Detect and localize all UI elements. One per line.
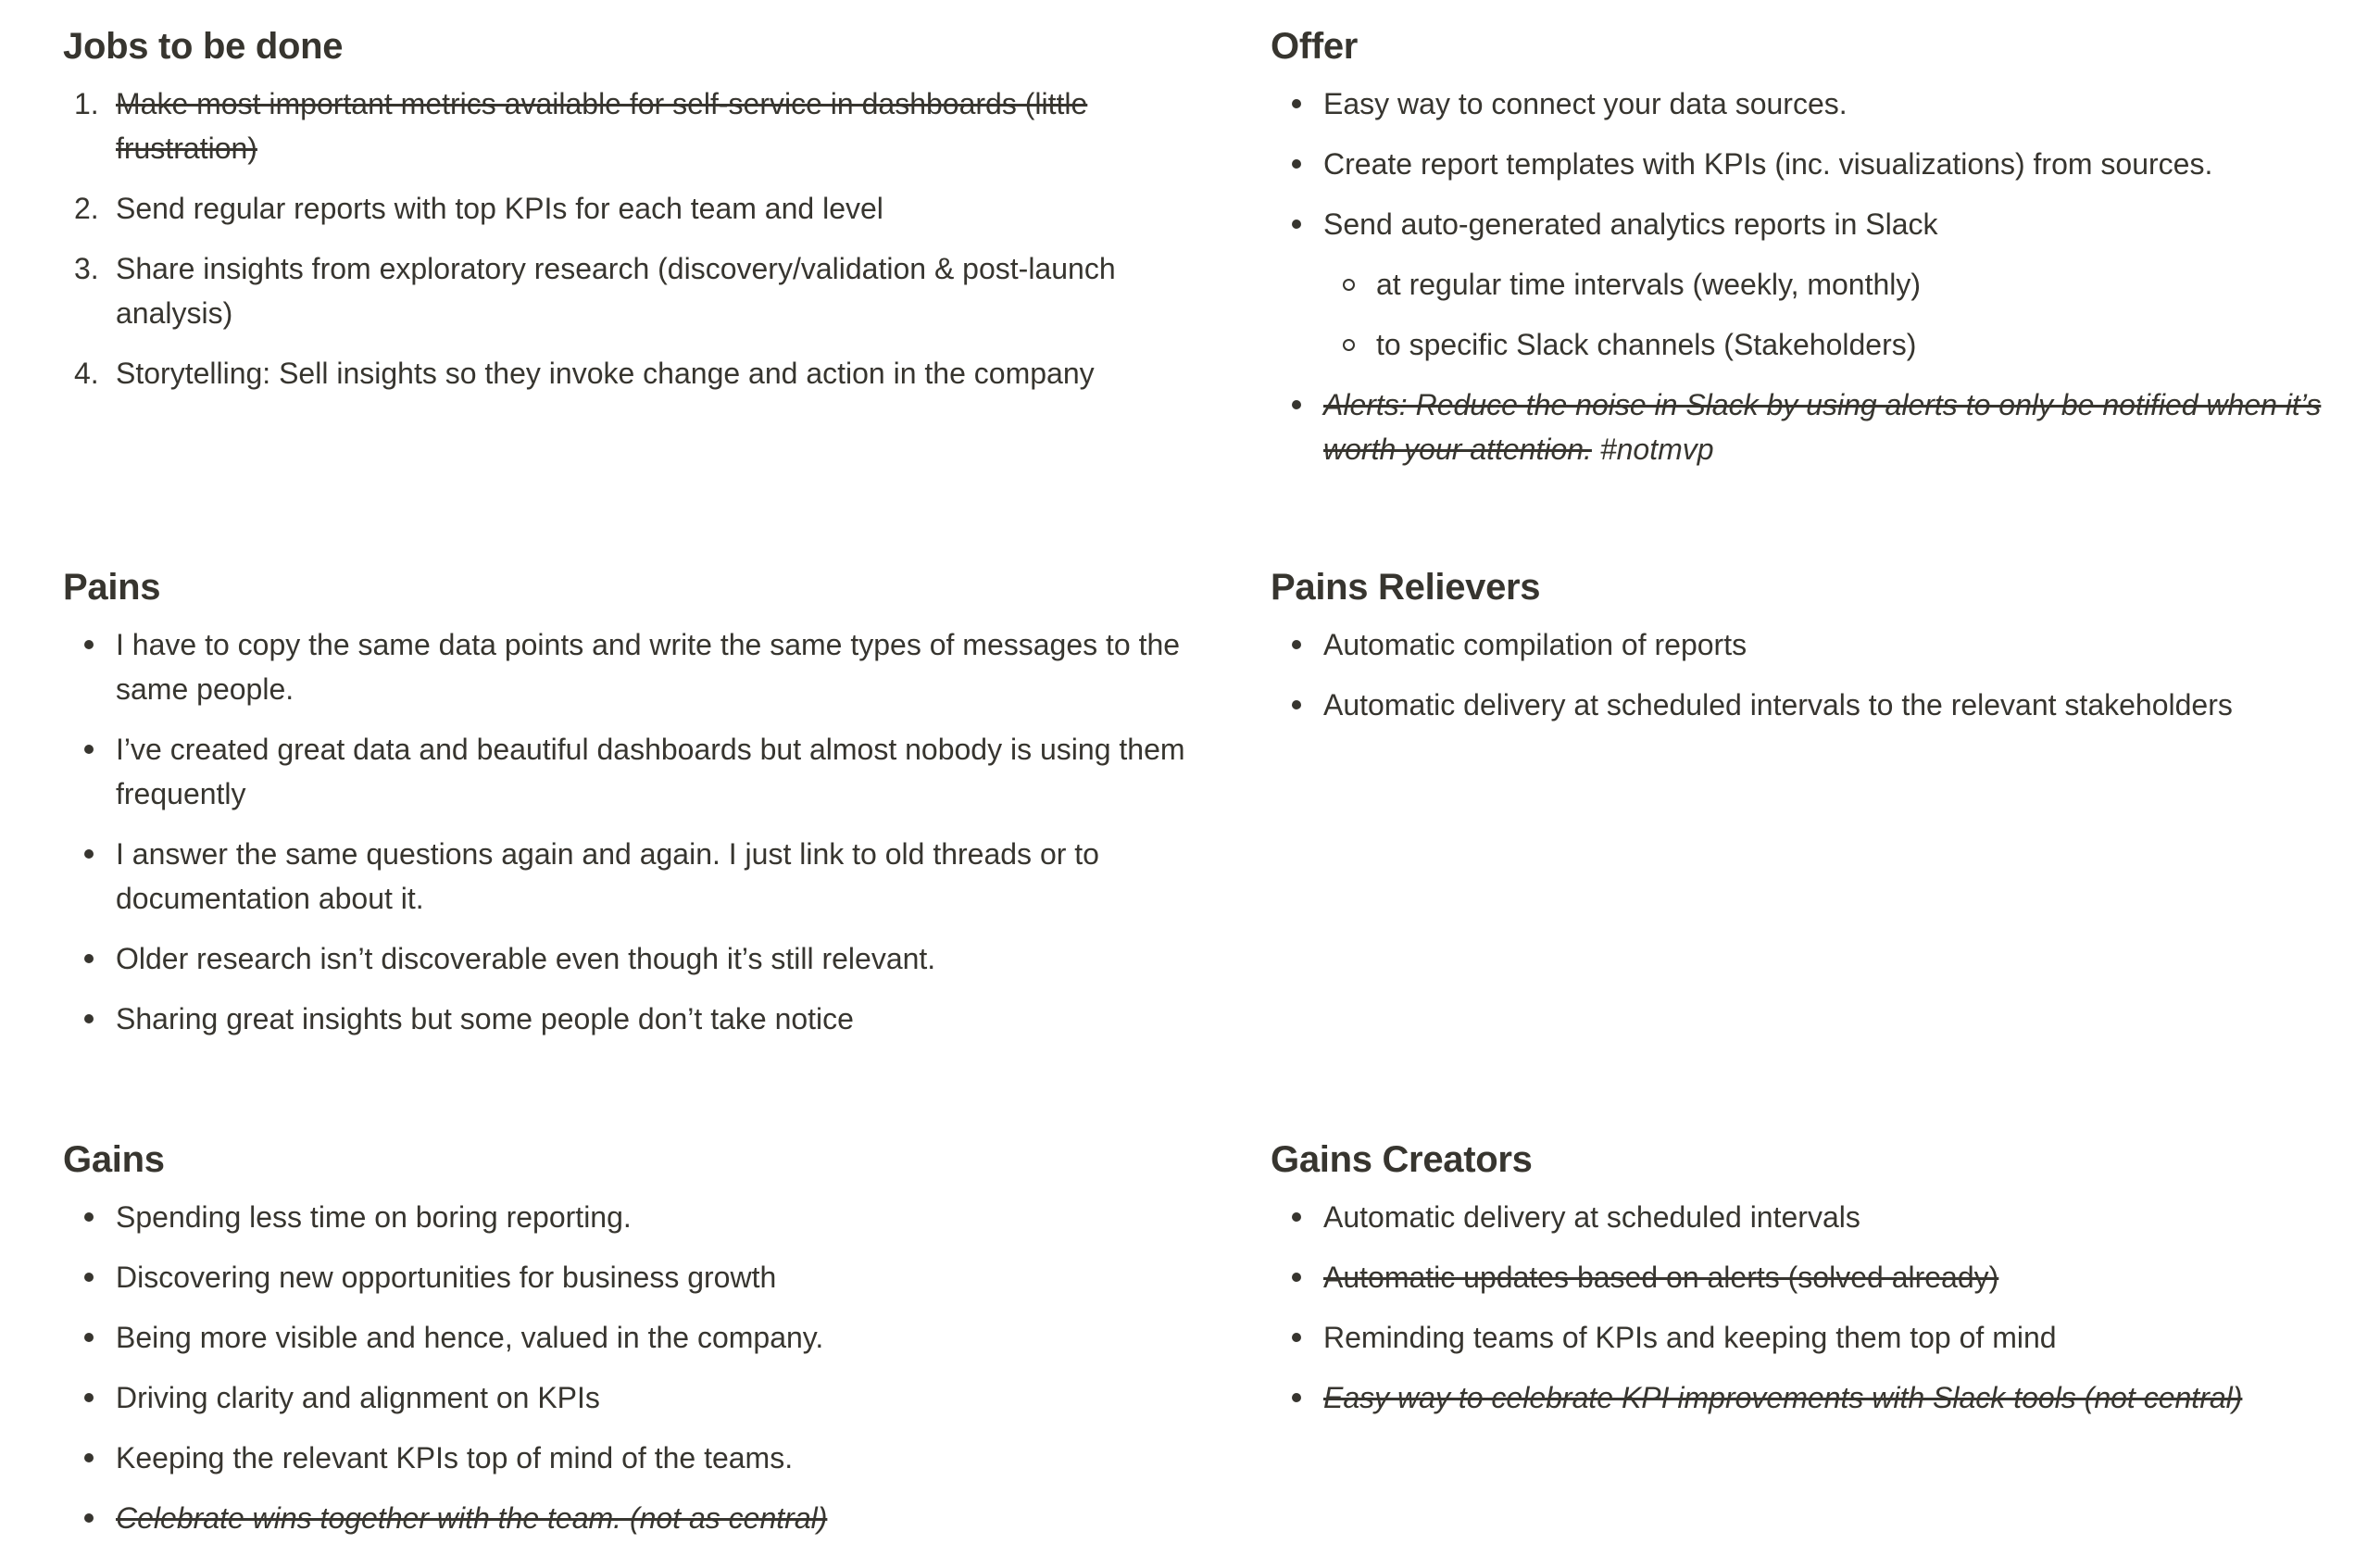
list-item-text: Create report templates with KPIs (inc. visualizations) from sources. [1323,147,2213,181]
list-item-text: Automatic delivery at scheduled intervals to the relevant stakeholders [1323,688,2233,722]
list-item [63,1436,1211,1480]
hashtag-text: #notmvp [1591,433,1714,466]
list-item [63,997,1211,1041]
list-item-text: I’ve created great data and beautiful dashboards but almost nobody is using them frequently [116,733,1185,810]
list-item [1271,202,2373,367]
list-item [63,351,1211,395]
list-number: 1. [74,87,99,120]
list-item-text: I have to copy the same data points and write the same types of messages to the same people. [116,628,1181,706]
list-item-text: Easy way to celebrate KPI improvements with Slack tools (not central) [1323,1381,2243,1414]
list-item [63,1496,1211,1540]
bullet-list [1271,1195,2373,1420]
section-heading: Pains [63,567,161,608]
section-jobs-to-be-done [63,20,1211,411]
list-item [1271,1315,2373,1360]
list-item-text: Alerts: Reduce the noise in Slack by using alerts to only be notified when it’s worth your attention. [1323,388,2322,466]
section-gains-creators [1271,1134,2373,1436]
list-item-text: Being more visible and hence, valued in the company. [116,1321,824,1354]
nested-list-item [1323,322,2373,367]
list-item-text: Automatic updates based on alerts (solved already) [1323,1261,1999,1294]
list-item [63,936,1211,981]
list-item [63,1255,1211,1299]
list-item [63,727,1211,816]
section-offer [1271,20,2373,487]
list-number: 2. [74,192,99,225]
list-item-text: Spending less time on boring reporting. [116,1200,632,1234]
list-item [63,246,1211,335]
list-item [1271,1375,2373,1420]
section-heading: Gains [63,1139,165,1180]
section-gains [63,1134,1211,1556]
list-item [63,82,1211,170]
list-item [63,1315,1211,1360]
list-number: 3. [74,252,99,285]
section-pains [63,561,1211,1057]
bullet-list [63,1195,1211,1540]
list-item-text: to specific Slack channels (Stakeholders) [1376,328,1917,361]
list-item-text: Reminding teams of KPIs and keeping them top of mind [1323,1321,2057,1354]
list-number: 4. [74,357,99,390]
bullet-list [1271,82,2373,471]
list-item [1271,622,2373,667]
list-item [1271,1255,2373,1299]
section-heading: Gains Creators [1271,1139,1533,1180]
list-item-text: Celebrate wins together with the team. (not as central) [116,1501,828,1535]
list-item [63,1375,1211,1420]
numbered-list [63,82,1211,395]
nested-bullet-list [1323,262,2373,367]
list-item [1271,683,2373,727]
list-item-text: Sharing great insights but some people don’t take notice [116,1002,854,1035]
section-heading: Jobs to be done [63,26,344,67]
bullet-list [63,622,1211,1041]
section-heading: Offer [1271,26,1359,67]
list-item-text: Storytelling: Sell insights so they invoke change and action in the company [116,357,1095,390]
list-item-text: Share insights from exploratory research (discovery/validation & post-launch analysis) [116,252,1116,330]
list-item-text: Automatic compilation of reports [1323,628,1747,661]
list-item-text: I answer the same questions again and again. I just link to old threads or to documentation about it. [116,837,1099,915]
list-item [1271,1195,2373,1239]
bullet-list [1271,622,2373,727]
list-item-text: Send regular reports with top KPIs for each team and level [116,192,883,225]
list-item-text: Send auto-generated analytics reports in Slack [1323,207,1938,241]
list-item [1271,383,2373,471]
nested-list-item [1323,262,2373,307]
section-heading: Pains Relievers [1271,567,1541,608]
list-item [63,186,1211,231]
list-item-text: Discovering new opportunities for business growth [116,1261,777,1294]
list-item-text: Older research isn’t discoverable even though it’s still relevant. [116,942,936,975]
section-pains-relievers [1271,561,2373,743]
list-item-text: Keeping the relevant KPIs top of mind of the teams. [116,1441,794,1474]
list-item [63,622,1211,711]
list-item-text: Make most important metrics available for self-service in dashboards (little frustration) [116,87,1088,165]
list-item [63,1195,1211,1239]
list-item-text: Automatic delivery at scheduled intervals [1323,1200,1860,1234]
list-item [63,832,1211,921]
list-item [1271,82,2373,126]
list-item-text: Easy way to connect your data sources. [1323,87,1848,120]
list-item-text: at regular time intervals (weekly, monthly) [1376,268,1922,301]
list-item-text: Driving clarity and alignment on KPIs [116,1381,600,1414]
list-item [1271,142,2373,186]
